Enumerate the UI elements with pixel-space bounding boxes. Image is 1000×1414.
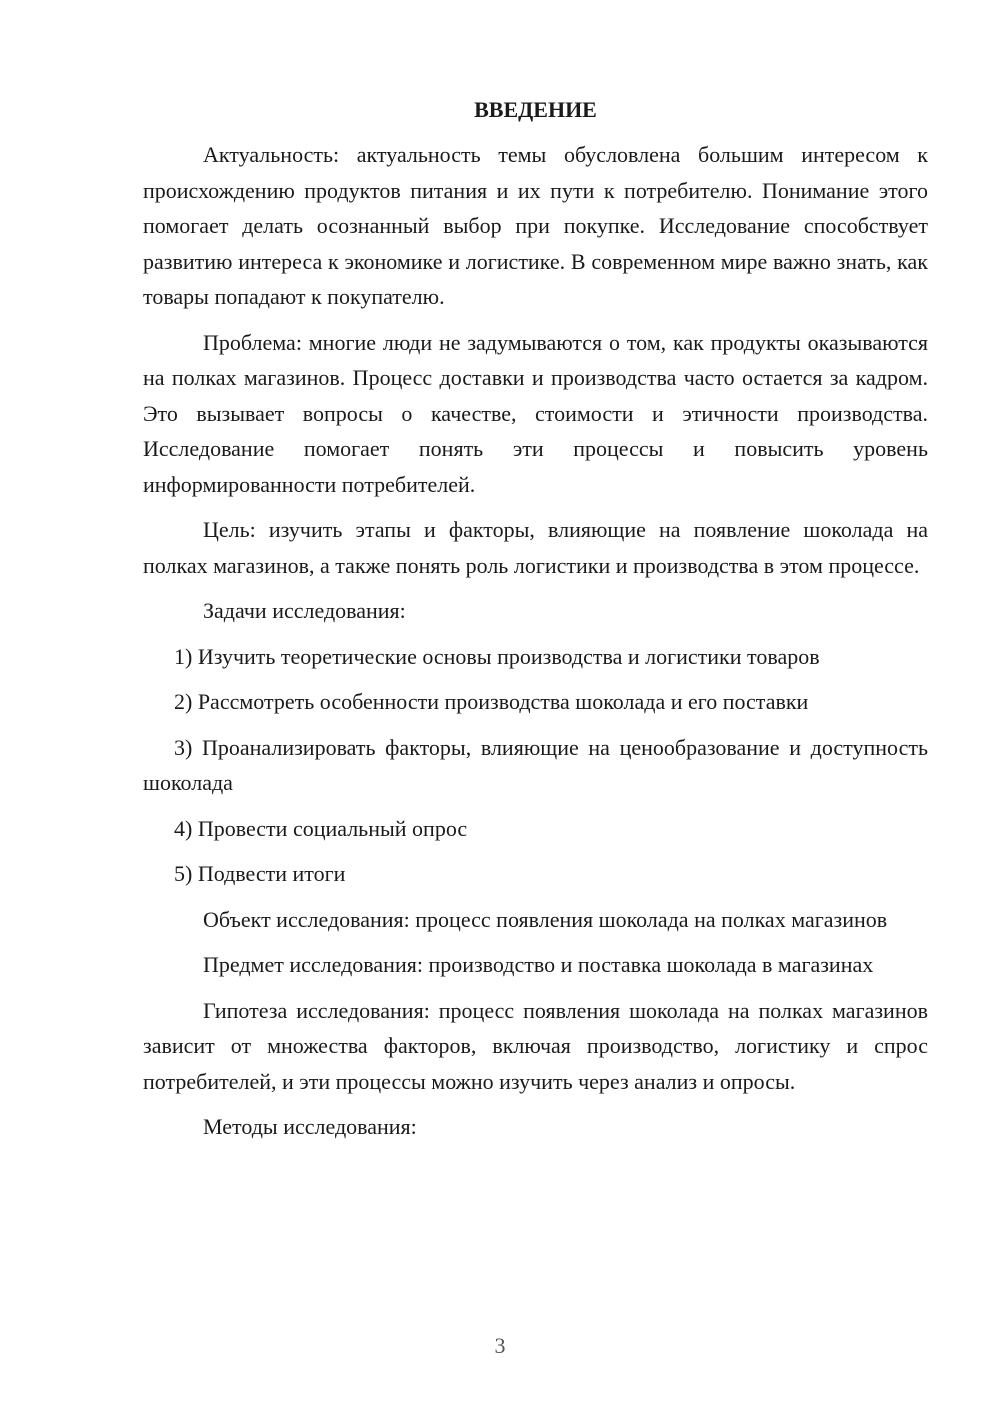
section-title: ВВЕДЕНИЕ <box>474 97 597 122</box>
task-item: 2) Рассмотреть особенности производства шоколада и его поставки <box>174 689 809 714</box>
page-number: 3 <box>494 1333 506 1358</box>
tasks-heading: Задачи исследования: <box>203 598 406 623</box>
problem-paragraph: Проблема: многие люди не задумываются о том, как продукты оказываются на полках магазинов. Процесс доставки и производства часто остается за кадром. Это вызывает вопросы о качестве, стоимости и этичности производства. Исследование помогает понять эти процессы и повысить уровень информированности потребителей. <box>143 329 928 497</box>
methods-heading: Методы исследования: <box>203 1114 417 1139</box>
document-page <box>143 92 928 1155</box>
subject-paragraph: Предмет исследования: производство и поставка шоколада в магазинах <box>203 952 874 977</box>
goal-paragraph: Цель: изучить этапы и факторы, влияющие на появление шоколада на полках магазинов, а также понять роль логистики и производства в этом процессе. <box>143 517 928 578</box>
object-paragraph: Объект исследования: процесс появления шоколада на полках магазинов <box>203 906 888 932</box>
task-item: 5) Подвести итоги <box>174 861 346 886</box>
task-item: 4) Провести социальный опрос <box>174 815 468 841</box>
relevance-paragraph: Актуальность: актуальность темы обусловлена большим интересом к происхождению продуктов питания и их пути к потребителю. Понимание этого помогает делать осознанный выбор при покупке. Исследование способствует развитию интереса к экономике и логистике. В современном мире важно знать, как товары попадают к покупателю. <box>143 142 928 309</box>
hypothesis-paragraph: Гипотеза исследования: процесс появления шоколада на полках магазинов зависит от множества факторов, включая производство, логистику и спрос потребителей, и эти процессы можно изучить через анализ и опросы. <box>143 997 928 1094</box>
task-item: 3) Проанализировать факторы, влияющие на ценообразование и доступность шоколада <box>143 734 928 795</box>
task-item: 1) Изучить теоретические основы производства и логистики товаров <box>174 643 820 669</box>
